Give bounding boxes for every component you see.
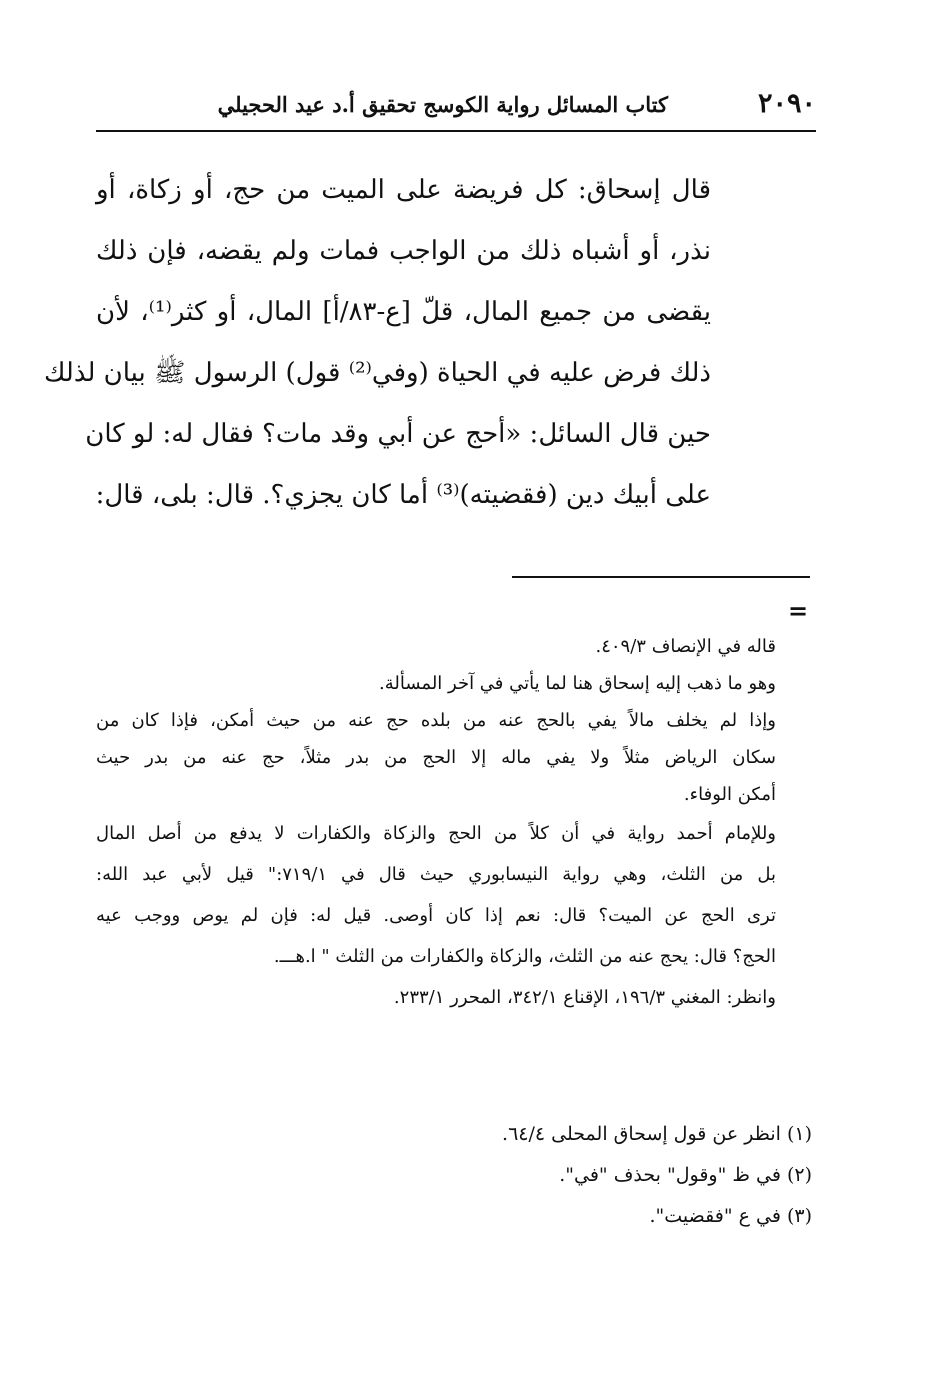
footnote-1: (١) انظر عن قول إسحاق المحلى ٦٤/٤. — [502, 1123, 812, 1145]
text-line: قال إسحاق: كل فريضة على الميت من حج، أو زكاة، أو — [96, 175, 711, 205]
footnote-separator — [512, 576, 810, 578]
running-title: كتاب المسائل رواية الكوسج تحقيق أ.د عيد الحجيلي — [217, 92, 668, 117]
footnote-line: قاله في الإنصاف ٤٠٩/٣. — [595, 636, 776, 657]
footnote-line: بل من الثلث، وهي رواية النيسابوري حيث قال في ٧١٩/١:" قيل لأبي عبد الله: — [96, 864, 776, 885]
page-number: ٢٠٩٠ — [757, 88, 816, 119]
text-line: على أبيك دين (فقضيته)⁽³⁾ أما كان يجزي؟. قال: بلى، قال: — [95, 480, 711, 510]
main-text — [43, 160, 711, 526]
text-line: حين قال السائل: «أحج عن أبي وقد مات؟ فقال له: لو كان — [85, 419, 711, 449]
footnote-3: (٣) في ع "فقضيت". — [649, 1205, 812, 1227]
page-header — [96, 84, 816, 132]
footnote-line: سكان الرياض مثلاً ولا يفي ماله إلا الحج من بدر مثلاً، حج عنه من بدر حيث — [96, 747, 776, 768]
footnote-line: وللإمام أحمد رواية في أن كلاً من الحج والزكاة والكفارات لا يدفع من أصل المال — [96, 823, 776, 844]
footnote-line: ترى الحج عن الميت؟ قال: نعم إذا كان أوصى. قيل له: فإن لم يوص ووجب عيه — [96, 905, 776, 926]
footnote-2: (٢) في ظ "وقول" بحذف "في". — [559, 1164, 812, 1186]
footnote-line: وانظر: المغني ١٩٦/٣، الإقناع ٣٤٢/١، المحرر ٢٣٣/١. — [393, 987, 776, 1008]
text-line: نذر، أو أشباه ذلك من الواجب فمات ولم يقضه، فإن ذلك — [96, 236, 711, 266]
footnote-line: وهو ما ذهب إليه إسحاق هنا لما يأتي في آخر المسألة. — [379, 673, 776, 694]
footnote-line: الحج؟ قال: يحج عنه من الثلث، والزكاة والكفارات من الثلث " ا.هـــ. — [273, 946, 776, 967]
text-line: ذلك فرض عليه في الحياة (وفي⁽²⁾ قول) الرسول ﷺ بيان لذلك — [43, 358, 711, 388]
footnote-line: وإذا لم يخلف مالاً يفي بالحج عنه من بلده حج عنه من حيث أمكن، فإذا كان من — [96, 710, 776, 731]
numbered-footnotes — [96, 1114, 812, 1237]
text-line: يقضى من جميع المال، قلّ [ع-٨٣/أ] المال، أو كثر⁽¹⁾، لأن — [96, 297, 711, 327]
continued-footnote — [96, 628, 776, 1018]
footnote-line: أمكن الوفاء. — [683, 784, 776, 805]
footnote-continuation-mark: = — [788, 596, 809, 625]
